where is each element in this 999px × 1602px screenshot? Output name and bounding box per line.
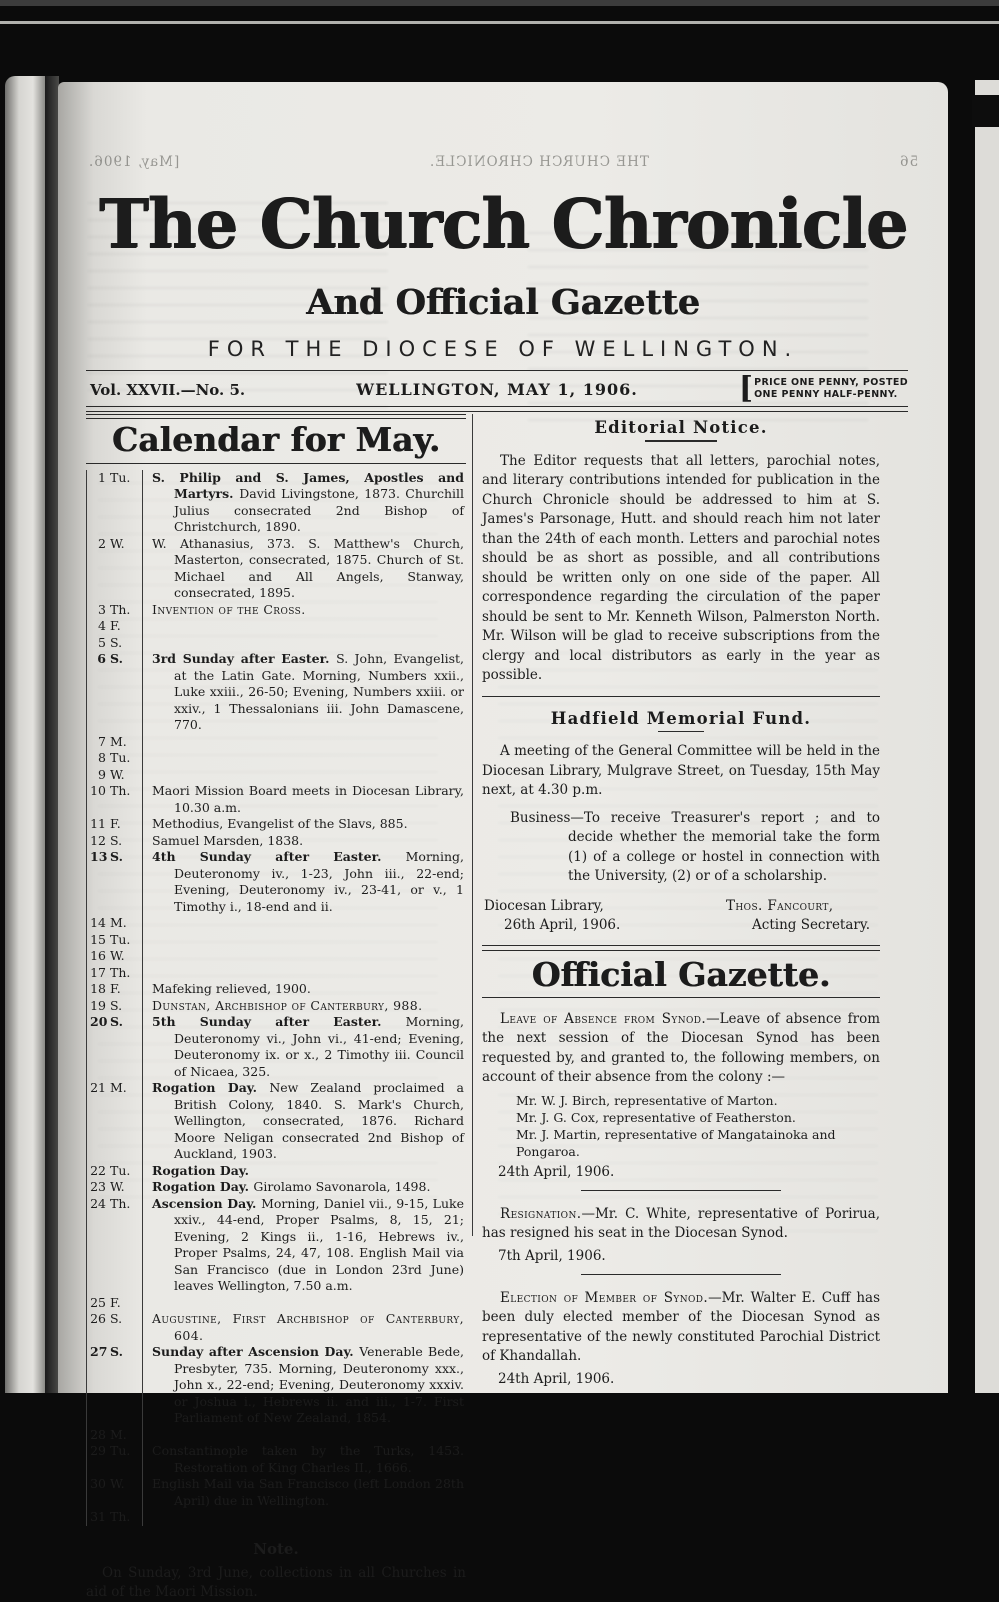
book-page-edge-right xyxy=(975,80,999,1393)
calendar-date: 11 F. xyxy=(90,816,121,832)
calendar-row xyxy=(87,1179,466,1196)
signature-name: Thos. Fancourt, xyxy=(726,897,834,914)
editorial-notice-title: Editorial Notice. xyxy=(594,418,768,437)
calendar-row xyxy=(87,1080,466,1163)
hadfield-title: Hadfield Memorial Fund. xyxy=(550,708,812,728)
calendar-row xyxy=(87,1163,466,1180)
gazette-item-body: Election of Member of Synod.—Mr. Walter E. Cuff has been duly elected member of the Diocesan Synod as representative of the newly constituted Parochial District of Khandallah. xyxy=(482,1289,881,1365)
calendar-date: 5 S. xyxy=(98,634,123,650)
calendar-rule-top xyxy=(86,414,466,419)
calendar-row xyxy=(87,981,466,998)
bracket-glyph: [ xyxy=(738,371,754,406)
editorial-notice-body: The Editor requests that all letters, parochial notes, and literary contributions intended for publication in the Church Chronicle should be addressed to him at S. James's Parsonage, Hutt. and should reach him not later than the 24th of each month. Letters and parochial notes should be as short as possible, and all contributions should be written only on one side of the paper. All correspondence regarding the circulation of the paper should be sent to Mr. Kenneth Wilson, Palmerston North. Mr. Wilson will be glad to receive subscriptions from the clergy and local distributors as early in the year as possible. xyxy=(482,452,880,683)
gazette-item-separator xyxy=(581,1190,781,1191)
calendar-date: 16 W. xyxy=(90,948,125,964)
gazette-rule-top xyxy=(482,945,880,951)
calendar-entry xyxy=(142,767,466,784)
calendar-row xyxy=(87,1509,466,1526)
calendar-row xyxy=(87,816,466,833)
calendar-date: 23 W. xyxy=(90,1179,125,1195)
calendar-entry xyxy=(142,618,466,635)
gazette-column xyxy=(482,414,880,1395)
calendar-rows xyxy=(86,470,466,1526)
calendar-row xyxy=(87,767,466,784)
gazette-item-date: 7th April, 1906. xyxy=(498,1247,606,1264)
calendar-entry xyxy=(142,915,466,932)
calendar-entry xyxy=(142,750,466,767)
calendar-row xyxy=(87,948,466,965)
calendar-row xyxy=(87,1196,466,1295)
calendar-date: 2 W. xyxy=(98,535,125,551)
calendar-row xyxy=(87,618,466,635)
ghost-page-number: 56 xyxy=(898,154,918,170)
calendar-row xyxy=(87,734,466,751)
calendar-date: 14 M. xyxy=(90,915,127,931)
calendar-date: 4 F. xyxy=(98,618,121,634)
gazette-item-separator xyxy=(581,1274,781,1275)
editorial-notice-underline xyxy=(645,440,717,442)
hadfield-underline xyxy=(658,731,704,733)
price-line-1: PRICE ONE PENNY, POSTED xyxy=(754,376,908,388)
official-gazette-title: Official Gazette. xyxy=(531,954,831,994)
hadfield-paragraph: A meeting of the General Committee will be held in the Diocesan Library, Mulgrave Street, on Tuesday, 15th May next, at 4.30 p.m. xyxy=(482,743,880,798)
calendar-date: 6 S. xyxy=(97,651,123,667)
signature-role: Acting Secretary. xyxy=(752,916,870,933)
calendar-date: 3 Th. xyxy=(98,601,131,617)
calendar-entry: Maori Mission Board meets in Diocesan Library, 10.30 a.m. xyxy=(142,783,466,816)
calendar-entry: Invention of the Cross. xyxy=(142,602,466,619)
calendar-entry xyxy=(142,1295,466,1312)
note-body: On Sunday, 3rd June, collections in all Churches in aid of the Maori Mission. xyxy=(86,1564,466,1600)
calendar-date: 1 Tu. xyxy=(98,469,131,485)
calendar-date: 7 M. xyxy=(98,733,127,749)
calendar-date: 15 Tu. xyxy=(90,931,131,947)
calendar-title: Calendar for May. xyxy=(111,420,441,459)
calendar-row xyxy=(87,965,466,982)
photo-light-line xyxy=(0,21,999,24)
price-box xyxy=(738,371,908,406)
calendar-entry xyxy=(142,948,466,965)
calendar-row xyxy=(87,470,466,536)
column-divider-rule xyxy=(472,414,473,1236)
gazette-item-body: Leave of Absence from Synod.—Leave of absence from the next session of the Diocesan Synod has been requested by, and granted to, the following members, on account of their absence from the colony :— xyxy=(482,1010,880,1086)
gazette-rule-bottom xyxy=(482,997,880,998)
calendar-entry: Rogation Day. Girolamo Savonarola, 1498. xyxy=(142,1179,466,1196)
issue-dateline: WELLINGTON, MAY 1, 1906. xyxy=(356,380,638,399)
calendar-entry xyxy=(142,734,466,751)
calendar-entry: W. Athanasius, 373. S. Matthew's Church, Masterton, consecrated, 1875. Church of St. Michael and All Angels, Stanway, consecrated, 1895. xyxy=(142,536,466,602)
calendar-row xyxy=(87,783,466,816)
calendar-entry: 5th Sunday after Easter. Morning, Deuteronomy vi., John vi., 41-end; Evening, Deuteronomy ix. or x., 2 Timothy iii. Council of Nicaea, 325. xyxy=(142,1014,466,1080)
calendar-entry xyxy=(142,932,466,949)
calendar-date: 10 Th. xyxy=(90,783,131,799)
calendar-entry: 4th Sunday after Easter. Morning, Deuteronomy iv., 1-23, John iii., 22-end; Evening, Deuteronomy iv., 23-41, or v., 1 Timothy i., 18-end and ii. xyxy=(142,849,466,915)
gazette-page xyxy=(58,82,948,1600)
masthead-double-rule xyxy=(86,406,908,412)
ghost-running-head xyxy=(88,154,918,170)
calendar-entry: Sunday after Ascension Day. Venerable Bede, Presbyter, 735. Morning, Deuteronomy xxx., John x., 22-end; Evening, Deuteronomy xxxiv. or Joshua i., Hebrews ii. and iii., 1-7. First Parliament of New Zealand, 1854. xyxy=(142,1344,466,1427)
section-rule-1 xyxy=(482,696,880,697)
calendar-date: 26 S. xyxy=(90,1311,123,1327)
calendar-row xyxy=(87,1427,466,1444)
gazette-item xyxy=(482,1205,880,1264)
calendar-rule-bottom xyxy=(86,463,466,464)
calendar-row xyxy=(87,750,466,767)
calendar-date: 9 W. xyxy=(98,766,125,782)
calendar-date: 21 M. xyxy=(90,1080,127,1096)
volume-row xyxy=(86,371,908,406)
calendar-column xyxy=(86,414,466,1602)
calendar-entry: Augustine, First Archbishop of Canterbury, 604. xyxy=(142,1311,466,1344)
book-page-edges-left xyxy=(5,76,45,1393)
ghost-date: [May, 1906. xyxy=(88,154,180,170)
calendar-row xyxy=(87,1295,466,1312)
book-gutter-shadow xyxy=(45,76,59,1393)
calendar-date: 19 S. xyxy=(90,997,123,1013)
calendar-row xyxy=(87,1344,466,1427)
calendar-date: 25 F. xyxy=(90,1294,121,1310)
calendar-date: 29 Tu. xyxy=(90,1443,131,1459)
calendar-date: 13 S. xyxy=(90,849,123,865)
calendar-entry: S. Philip and S. James, Apostles and Martyrs. David Livingstone, 1873. Churchill Julius consecrated 2nd Bishop of Christchurch, 1890. xyxy=(142,470,466,536)
calendar-date: 17 Th. xyxy=(90,964,131,980)
calendar-date: 24 Th. xyxy=(90,1195,131,1211)
calendar-row xyxy=(87,932,466,949)
calendar-entry xyxy=(142,635,466,652)
calendar-date: 12 S. xyxy=(90,832,123,848)
gazette-item xyxy=(482,1010,880,1180)
masthead-rule xyxy=(86,370,908,371)
price-line-2: ONE PENNY HALF-PENNY. xyxy=(754,388,898,400)
calendar-entry: Ascension Day. Morning, Daniel vii., 9-15, Luke xxiv., 44-end, Proper Psalms, 8, 15, 21; Evening, 2 Kings ii., 1-16, Hebrews iv., Proper Psalms, 24, 47, 108. English Mail via San Francisco (due in London 23rd June) leaves Wellington, 7.50 a.m. xyxy=(142,1196,466,1295)
calendar-row xyxy=(87,1311,466,1344)
gazette-item-body: Resignation.—Mr. C. White, representative of Porirua, has resigned his seat in the Diocesan Synod. xyxy=(482,1205,880,1242)
masthead-title: The Church Chronicle xyxy=(98,184,908,263)
hadfield-business: Business—To receive Treasurer's report ; and to decide whether the memorial take the form (1) of a college or hostel in connection with the University, (2) or of a scholarship. xyxy=(510,809,880,884)
signature-date: 26th April, 1906. xyxy=(504,916,621,933)
calendar-entry: 3rd Sunday after Easter. S. John, Evangelist, at the Latin Gate. Morning, Numbers xxii., Luke xxiii., 26-50; Evening, Numbers xxiii. or xxiv., 1 Thessalonians iii. John Damascene, 770. xyxy=(142,651,466,734)
calendar-entry xyxy=(142,1427,466,1444)
calendar-entry xyxy=(142,965,466,982)
masthead-tagline: FOR THE DIOCESE OF WELLINGTON. xyxy=(207,337,799,361)
calendar-row xyxy=(87,915,466,932)
calendar-date: 18 F. xyxy=(90,981,121,997)
calendar-entry: Mafeking relieved, 1900. xyxy=(142,981,466,998)
calendar-row xyxy=(87,833,466,850)
calendar-row xyxy=(87,536,466,602)
calendar-row xyxy=(87,651,466,734)
photo-top-edge xyxy=(0,0,999,6)
gazette-item-date: 24th April, 1906. xyxy=(498,1370,615,1387)
calendar-row xyxy=(87,1476,466,1509)
calendar-entry: Dunstan, Archbishop of Canterbury, 988. xyxy=(142,998,466,1015)
gazette-member: Mr. J. Martin, representative of Mangatainoka and Pongaroa. xyxy=(516,1126,836,1159)
calendar-entry: Rogation Day. xyxy=(142,1163,466,1180)
calendar-date: 27 S. xyxy=(90,1344,123,1360)
calendar-entry: English Mail via San Francisco (left London 28th April) due in Wellington. xyxy=(142,1476,466,1509)
calendar-row xyxy=(87,849,466,915)
calendar-entry: Constantinople taken by the Turks, 1453. Restoration of King Charles II., 1666. xyxy=(142,1443,466,1476)
gazette-item-date: 24th April, 1906. xyxy=(498,1163,615,1180)
masthead-subtitle: And Official Gazette xyxy=(306,282,700,323)
calendar-date: 31 Th. xyxy=(90,1509,131,1525)
gazette-items xyxy=(482,1010,880,1387)
note-title: Note. xyxy=(253,1539,299,1558)
hadfield-signature xyxy=(484,897,874,935)
calendar-row xyxy=(87,1014,466,1080)
calendar-row xyxy=(87,1443,466,1476)
calendar-date: 30 W. xyxy=(90,1476,125,1492)
calendar-date: 20 S. xyxy=(90,1014,123,1030)
gazette-item xyxy=(482,1289,880,1387)
calendar-date: 8 Tu. xyxy=(98,750,131,766)
calendar-entry: Samuel Marsden, 1838. xyxy=(142,833,466,850)
gazette-member-list xyxy=(516,1092,880,1160)
ghost-title: THE CHURCH CHRONICLE. xyxy=(429,154,649,170)
book-cover-band xyxy=(972,95,999,127)
gazette-member: Mr. W. J. Birch, representative of Marton. xyxy=(516,1092,778,1108)
calendar-date: 28 M. xyxy=(90,1426,127,1442)
calendar-row xyxy=(87,635,466,652)
calendar-entry: Rogation Day. New Zealand proclaimed a British Colony, 1840. S. Mark's Church, Wellington, consecrated, 1876. Richard Moore Neligan consecrated 2nd Bishop of Auckland, 1903. xyxy=(142,1080,466,1163)
calendar-row xyxy=(87,998,466,1015)
calendar-date: 22 Tu. xyxy=(90,1162,131,1178)
calendar-row xyxy=(87,602,466,619)
calendar-entry xyxy=(142,1509,466,1526)
volume-number: Vol. XXVII.—No. 5. xyxy=(90,381,246,399)
calendar-entry: Methodius, Evangelist of the Slavs, 885. xyxy=(142,816,466,833)
signature-place: Diocesan Library, xyxy=(484,897,604,914)
gazette-member: Mr. J. G. Cox, representative of Featherston. xyxy=(516,1109,796,1125)
